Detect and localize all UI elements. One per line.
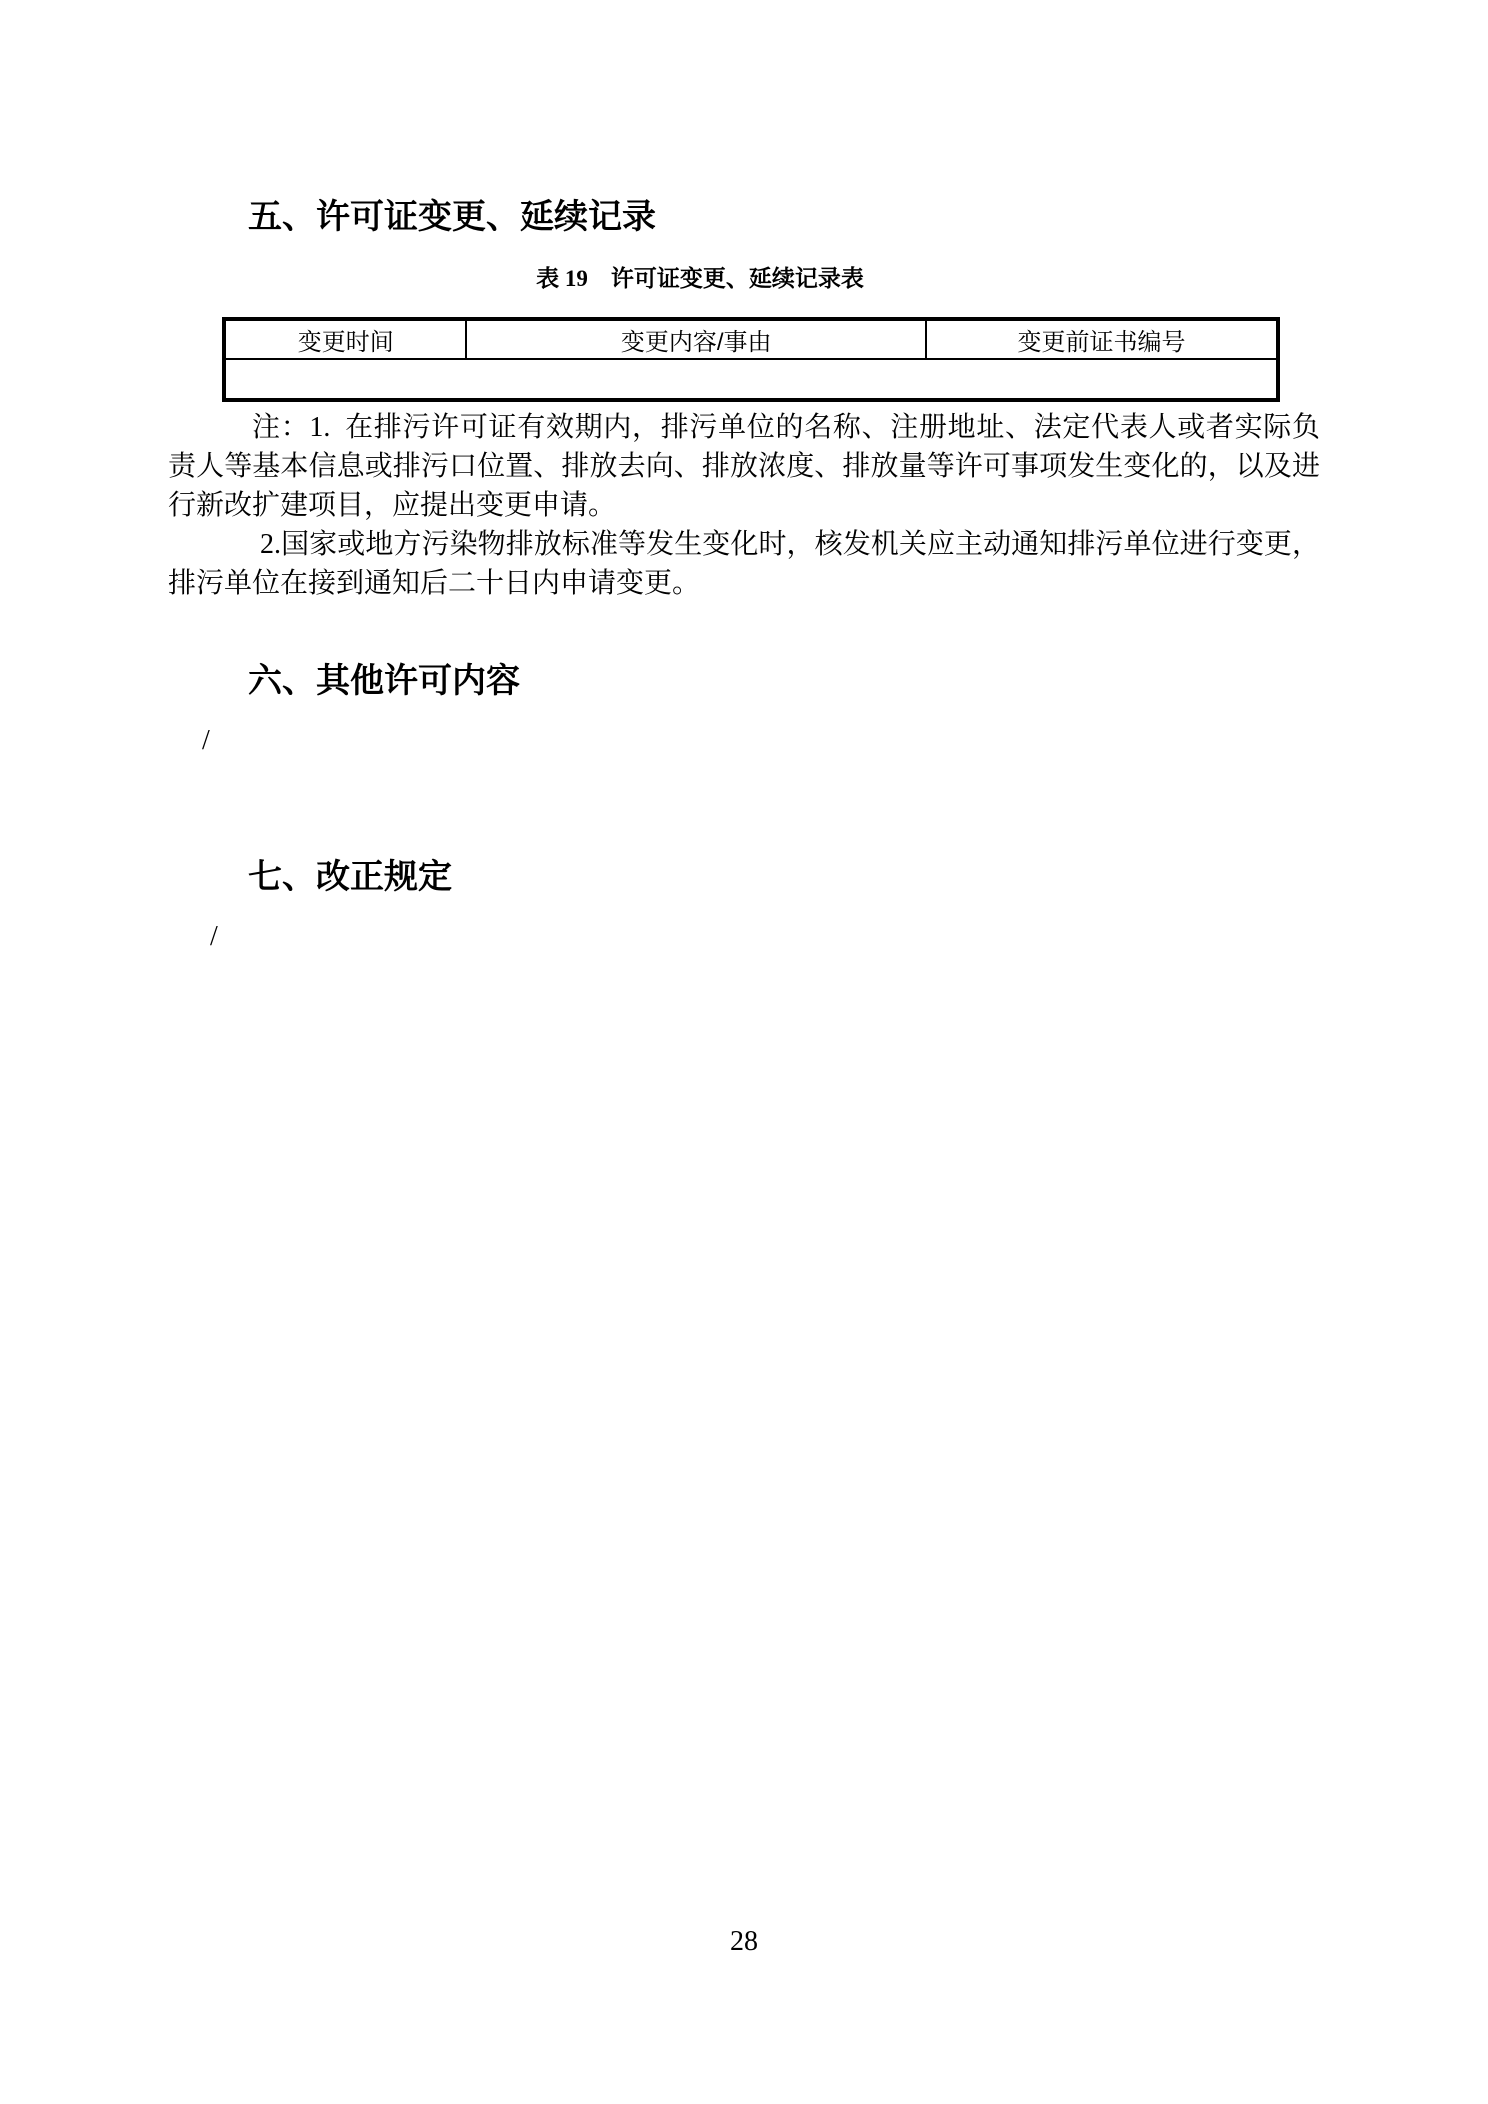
note-1: 注：1. 在排污许可证有效期内，排污单位的名称、注册地址、法定代表人或者实际负责人等基本信息或排污口位置、排放去向、排放浓度、排放量等许可事项发生变化的，以及进行新改扩建项目，应提出变更申请。 [168, 412, 1320, 521]
column-header-change-content: 变更内容/事由 [466, 319, 926, 359]
column-header-previous-certificate-number: 变更前证书编号 [926, 319, 1278, 359]
page-content [168, 200, 1320, 956]
table-empty-cell [224, 359, 1278, 400]
table-row [224, 359, 1278, 400]
table-notes [168, 408, 1320, 603]
table-19-caption: 表 19 许可证变更、延续记录表 [536, 266, 864, 291]
section-6-heading: 六、其他许可内容 [248, 663, 520, 700]
section-5-heading: 五、许可证变更、延续记录 [248, 199, 656, 236]
section-6-content-placeholder: / [202, 725, 210, 756]
section-7-content-placeholder: / [210, 921, 218, 952]
column-header-change-time: 变更时间 [224, 319, 466, 359]
section-7-heading: 七、改正规定 [248, 859, 452, 896]
note-2: 2.国家或地方污染物排放标准等发生变化时，核发机关应主动通知排污单位进行变更，排污单位在接到通知后二十日内申请变更。 [168, 529, 1320, 599]
table-header-row [224, 319, 1278, 359]
page-number: 28 [730, 1926, 758, 1957]
change-record-table [222, 317, 1280, 402]
